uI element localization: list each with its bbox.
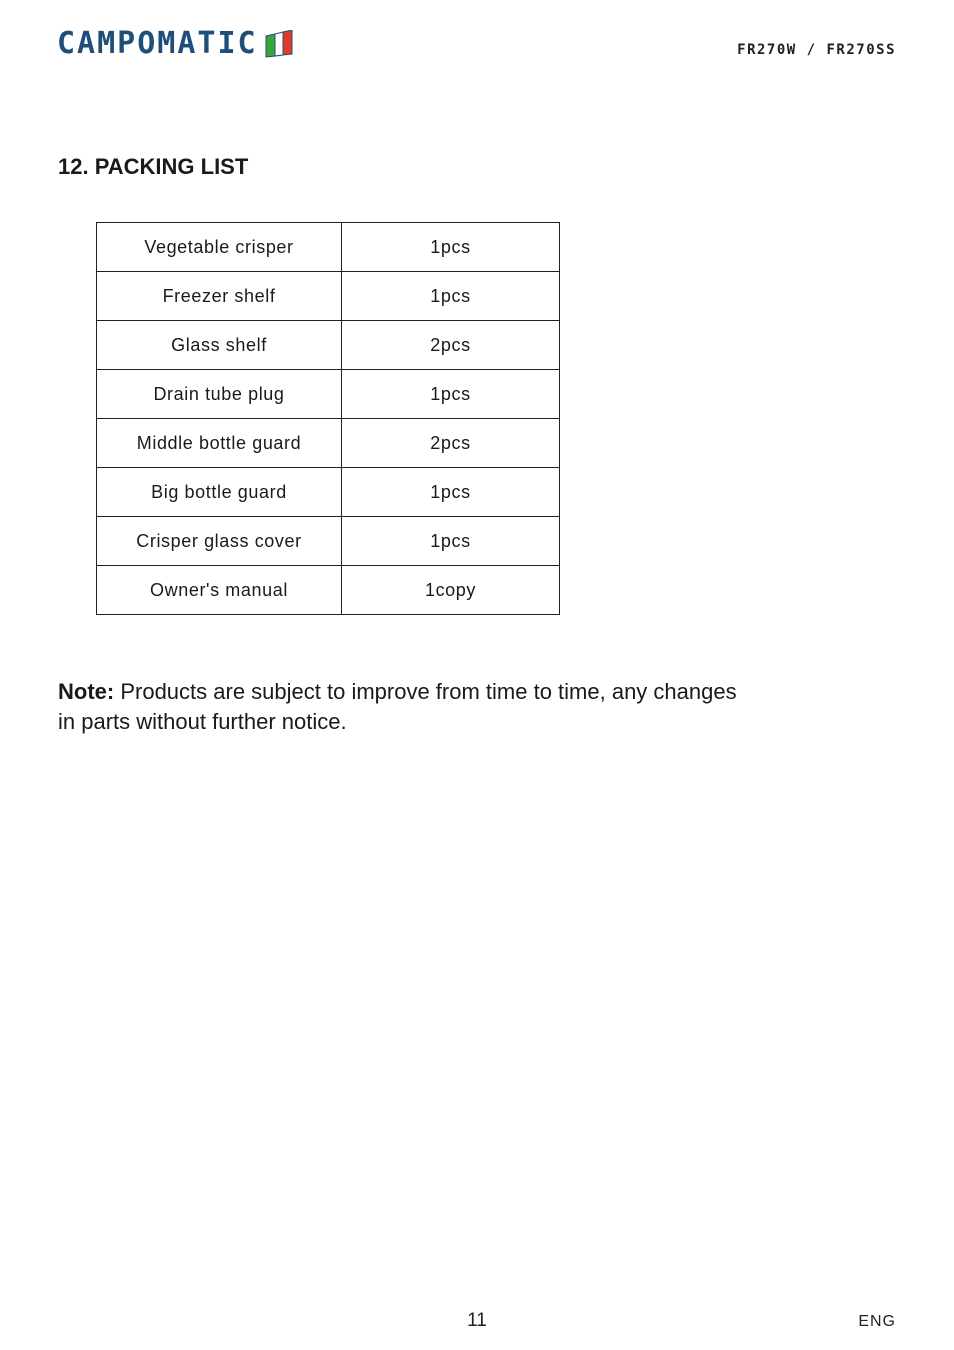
table-row xyxy=(97,223,560,272)
table-row xyxy=(97,419,560,468)
quantity-cell: 1pcs xyxy=(342,468,560,517)
brand-name: CAMPOMATIC xyxy=(57,26,258,61)
item-name-cell: Freezer shelf xyxy=(97,272,342,321)
note-label: Note: xyxy=(58,679,115,704)
item-name-cell: Drain tube plug xyxy=(97,370,342,419)
language-label: ENG xyxy=(858,1313,896,1330)
quantity-cell: 1pcs xyxy=(342,517,560,566)
item-name-cell: Middle bottle guard xyxy=(97,419,342,468)
item-name-cell: Owner's manual xyxy=(97,566,342,615)
quantity-cell: 1pcs xyxy=(342,223,560,272)
quantity-cell: 2pcs xyxy=(342,419,560,468)
table-row xyxy=(97,321,560,370)
table-row xyxy=(97,468,560,517)
quantity-cell: 2pcs xyxy=(342,321,560,370)
quantity-cell: 1copy xyxy=(342,566,560,615)
italian-flag-icon xyxy=(264,30,294,58)
item-name-cell: Glass shelf xyxy=(97,321,342,370)
section-title: 12. PACKING LIST xyxy=(58,154,249,179)
item-name-cell: Big bottle guard xyxy=(97,468,342,517)
note-paragraph xyxy=(58,677,758,737)
model-number: FR270W / FR270SS xyxy=(737,42,896,58)
page-number: 11 xyxy=(467,1310,487,1331)
brand-logo xyxy=(57,28,294,60)
table-row xyxy=(97,370,560,419)
quantity-cell: 1pcs xyxy=(342,272,560,321)
item-name-cell: Crisper glass cover xyxy=(97,517,342,566)
item-name-cell: Vegetable crisper xyxy=(97,223,342,272)
table-row xyxy=(97,566,560,615)
quantity-cell: 1pcs xyxy=(342,370,560,419)
packing-list-table xyxy=(96,222,560,615)
table-row xyxy=(97,517,560,566)
table-row xyxy=(97,272,560,321)
note-text: Products are subject to improve from time to time, any changes in parts without further notice. xyxy=(58,679,737,734)
